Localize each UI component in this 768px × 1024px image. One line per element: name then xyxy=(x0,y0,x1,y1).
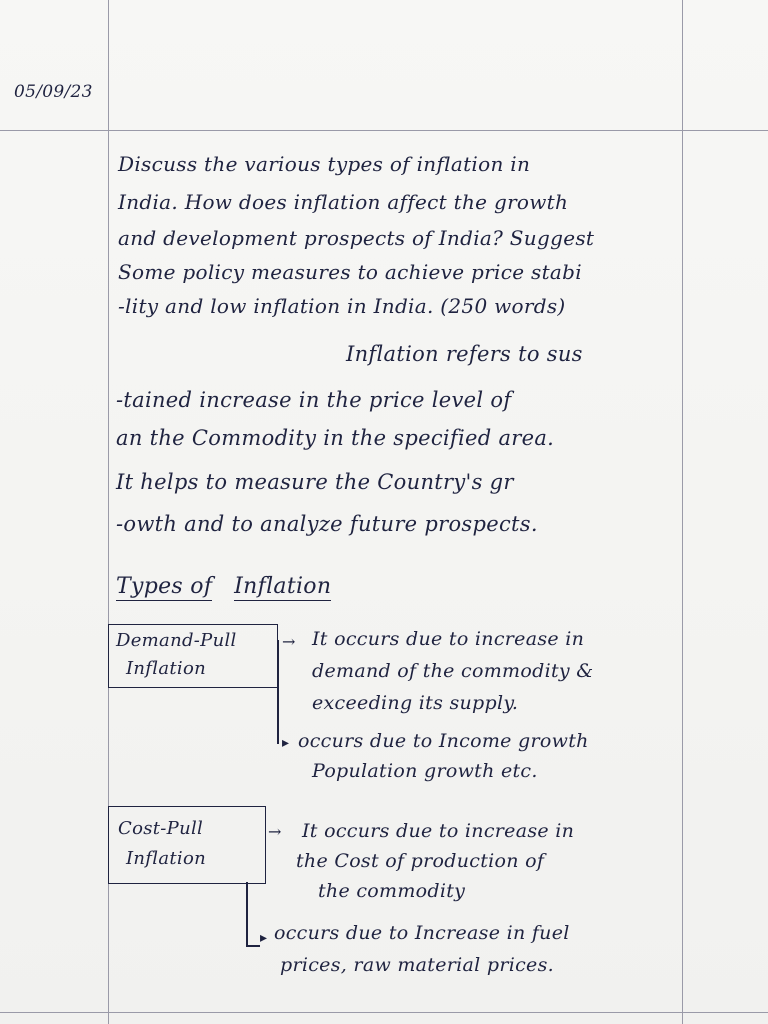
cost-pull-label-line1: Cost-Pull xyxy=(118,818,204,839)
demand-point1-line: It occurs due to increase in xyxy=(312,628,585,650)
date-text: 05/09/23 xyxy=(14,82,93,102)
arrow-icon: → xyxy=(268,822,282,841)
types-heading xyxy=(116,574,331,601)
cost-connector-vertical xyxy=(246,882,248,946)
bottom-rule-line xyxy=(0,1012,768,1013)
arrow-icon: ▸ xyxy=(282,735,290,751)
question-line: and development prospects of India? Suggest xyxy=(118,226,595,250)
demand-point2-line: occurs due to Income growth xyxy=(298,730,589,752)
top-rule-line xyxy=(0,130,768,131)
demand-point2-line: Population growth etc. xyxy=(312,760,538,782)
demand-connector-vertical xyxy=(277,640,279,744)
cost-point1-line: the Cost of production of xyxy=(296,850,545,872)
question-line: Discuss the various types of inflation in xyxy=(118,152,531,176)
cost-point1-line: the commodity xyxy=(318,880,466,902)
answer-line: -owth and to analyze future prospects. xyxy=(116,512,538,536)
demand-point1-line: demand of the commodity & xyxy=(312,660,594,682)
types-heading-part2: Inflation xyxy=(234,574,332,599)
cost-point1-line: It occurs due to increase in xyxy=(302,820,575,842)
cost-point2-line: occurs due to Increase in fuel xyxy=(274,922,570,944)
answer-line: It helps to measure the Country's gr xyxy=(116,470,514,494)
cost-connector-horizontal xyxy=(246,945,260,947)
cost-pull-label-line2: Inflation xyxy=(126,848,206,869)
answer-line: an the Commodity in the specified area. xyxy=(116,426,555,450)
types-heading-part1: Types of xyxy=(116,574,213,599)
question-line: -lity and low inflation in India. (250 words) xyxy=(118,294,566,318)
answer-line: -tained increase in the price level of xyxy=(116,388,512,412)
demand-pull-label-line2: Inflation xyxy=(126,658,206,679)
answer-line: Inflation refers to sus xyxy=(346,342,583,366)
question-line: India. How does inflation affect the growth xyxy=(118,190,569,214)
question-line: Some policy measures to achieve price stabi xyxy=(118,260,582,284)
arrow-icon: ▸ xyxy=(260,930,268,946)
arrow-icon: → xyxy=(282,632,296,651)
demand-point1-line: exceeding its supply. xyxy=(312,692,519,714)
cost-point2-line: prices, raw material prices. xyxy=(280,954,554,976)
right-margin-line xyxy=(682,0,683,1024)
demand-pull-label-line1: Demand-Pull xyxy=(116,630,237,651)
